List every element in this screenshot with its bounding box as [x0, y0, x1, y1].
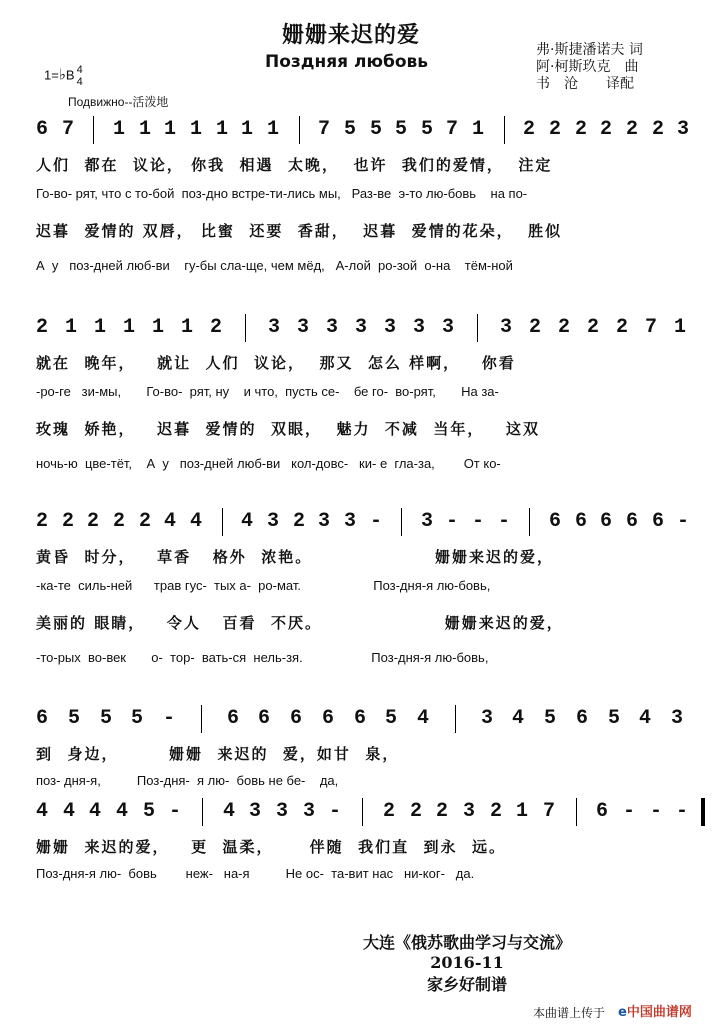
logo-text: 中国曲谱网 [626, 1005, 692, 1020]
lyric-line-russian: А у поз-дней люб-ви гу-бы сла-ще, чем мёд, А-лой ро-зой о-на тём-ной [36, 258, 513, 273]
note: 5 [395, 118, 408, 141]
note: 6 [575, 510, 588, 533]
bar-line [477, 314, 478, 342]
bar-line [576, 798, 577, 826]
time-bottom: 4 [76, 76, 83, 88]
credit-composer: 阿·柯斯玖克 曲 [536, 59, 639, 75]
dash-mark: - [472, 510, 485, 533]
note: 2 [36, 510, 49, 533]
notation-line [36, 118, 703, 146]
note: 6 [290, 707, 303, 730]
flat-icon: ♭ [58, 66, 66, 84]
note: 1 [123, 316, 136, 339]
note: 5 [544, 707, 557, 730]
bar-line [362, 798, 363, 826]
lyric-line-chinese: 就在 晚年， 就让 人们 议论， 那又 怎么 样啊， 你看 [36, 354, 516, 372]
final-bar-line [701, 798, 705, 826]
note: 3 [421, 510, 434, 533]
note: 3 [297, 316, 310, 339]
lyric-line-chinese: 迟暮 爱情的 双唇， 比蜜 还要 香甜， 迟暮 爱情的花朵， 胜似 [36, 222, 563, 240]
note: 2 [293, 510, 306, 533]
note: 6 [596, 800, 609, 823]
time-top: 4 [76, 64, 83, 76]
note: 3 [276, 800, 289, 823]
note: 3 [318, 510, 331, 533]
note: 1 [472, 118, 485, 141]
notation-line [36, 707, 703, 735]
note: 1 [267, 118, 280, 141]
note: 2 [587, 316, 600, 339]
lyric-line-chinese: 到 身边， 姗姗 来迟的 爱，如甘 泉， [36, 745, 400, 763]
bar-line [202, 798, 203, 826]
dash-mark: - [329, 800, 342, 823]
note: 3 [384, 316, 397, 339]
bar-line [529, 508, 530, 536]
dash-mark: - [163, 707, 176, 730]
note: 4 [190, 510, 203, 533]
lyric-line-russian: Поз-дня-я лю- бовь неж- на-я Не ос- та-вит нас ни-ког- да. [36, 866, 475, 881]
dash-mark: - [446, 510, 459, 533]
bar-line [299, 116, 300, 144]
note: 5 [385, 707, 398, 730]
bar-line [201, 705, 202, 733]
lyric-line-chinese: 玫瑰 娇艳， 迟暮 爱情的 双眼， 魅力 不减 当年， 这双 [36, 420, 541, 438]
note: 3 [442, 316, 455, 339]
title-chinese: 姗姗来迟的爱 [282, 22, 421, 48]
note: 3 [249, 800, 262, 823]
footer-line2: 2016-11 [430, 953, 504, 972]
note: 1 [241, 118, 254, 141]
bar-line [93, 116, 94, 144]
note: 2 [36, 316, 49, 339]
lyric-line-chinese: 人们 都在 议论， 你我 相遇 太晚， 也许 我们的爱情， 注定 [36, 156, 553, 174]
lyric-line-russian: ночь-ю цве-тёт, А у поз-дней люб-ви кол-довс- ки- е гла-за, От ко- [36, 456, 501, 471]
note: 1 [190, 118, 203, 141]
note: 7 [62, 118, 75, 141]
note: 1 [516, 800, 529, 823]
note: 4 [164, 510, 177, 533]
note: 2 [490, 800, 503, 823]
lyric-line-russian: поз- дня-я, Поз-дня- я лю- бовь не бе- да, [36, 773, 339, 788]
note: 6 [626, 510, 639, 533]
note: 3 [303, 800, 316, 823]
credit-lyricist: 弗·斯捷潘诺夫 词 [536, 42, 643, 58]
note: 2 [652, 118, 665, 141]
dash-mark: - [650, 800, 663, 823]
note: 2 [383, 800, 396, 823]
note: 1 [164, 118, 177, 141]
key-signature [44, 64, 83, 88]
note: 5 [143, 800, 156, 823]
note: 2 [523, 118, 536, 141]
note: 6 [258, 707, 271, 730]
note: 6 [576, 707, 589, 730]
note: 4 [89, 800, 102, 823]
dash-mark: - [677, 510, 690, 533]
credits [536, 42, 643, 93]
note: 2 [549, 118, 562, 141]
lyric-line-russian: -ка-те силь-ней трав гус- тых а- ро-мат. Поз-дня-я лю-бовь, [36, 578, 491, 593]
upload-note: 本曲谱上传于 [533, 1006, 606, 1020]
note: 2 [436, 800, 449, 823]
dash-mark: - [169, 800, 182, 823]
note: 4 [36, 800, 49, 823]
notation-line [36, 316, 703, 344]
note: 5 [100, 707, 113, 730]
lyric-line-chinese: 黄昏 时分， 草香 格外 浓艳。 姗姗来迟的爱， [36, 548, 555, 566]
note: 1 [152, 316, 165, 339]
key-prefix: 1= [44, 67, 59, 83]
note: 4 [223, 800, 236, 823]
note: 4 [417, 707, 430, 730]
tempo-marking: Подвижно--活泼地 [68, 95, 169, 109]
notation-line [36, 510, 703, 538]
note: 2 [600, 118, 613, 141]
note: 3 [500, 316, 513, 339]
note: 3 [481, 707, 494, 730]
note: 2 [529, 316, 542, 339]
note: 3 [355, 316, 368, 339]
note: 4 [241, 510, 254, 533]
note: 7 [446, 118, 459, 141]
note: 5 [370, 118, 383, 141]
note: 2 [616, 316, 629, 339]
note: 1 [674, 316, 687, 339]
note: 6 [600, 510, 613, 533]
note: 5 [421, 118, 434, 141]
note: 6 [549, 510, 562, 533]
note: 6 [36, 707, 49, 730]
lyric-line-russian: Го-во- рят, что с то-бой поз-дно встре-ти-лись мы, Раз-ве э-то лю-бовь на по- [36, 186, 528, 201]
lyric-line-russian: -ро-ге зи-мы, Го-во- рят, ну и что, пусть се- бе го- во-рят, На за- [36, 384, 499, 399]
note: 3 [344, 510, 357, 533]
note: 7 [318, 118, 331, 141]
lyric-line-chinese: 美丽的 眼睛， 令人 百看 不厌。 姗姗来迟的爱， [36, 614, 564, 632]
key-letter: B [65, 67, 75, 83]
bar-line [455, 705, 456, 733]
lyric-line-russian: -то-рых во-век о- тор- вать-ся нель-зя. Поз-дня-я лю-бовь, [36, 650, 489, 665]
note: 4 [116, 800, 129, 823]
note: 2 [113, 510, 126, 533]
note: 3 [413, 316, 426, 339]
bar-line [245, 314, 246, 342]
note: 5 [68, 707, 81, 730]
dash-mark: - [370, 510, 383, 533]
note: 4 [639, 707, 652, 730]
note: 6 [227, 707, 240, 730]
lyric-line-chinese: 姗姗 来迟的爱， 更 温柔， 伴随 我们直 到永 远。 [36, 838, 507, 856]
dash-mark: - [676, 800, 689, 823]
footer-line3: 家乡好制谱 [427, 975, 508, 994]
note: 3 [677, 118, 690, 141]
note: 6 [36, 118, 49, 141]
footer-credit [363, 930, 571, 995]
bar-line [222, 508, 223, 536]
note: 2 [410, 800, 423, 823]
note: 1 [139, 118, 152, 141]
bar-line [401, 508, 402, 536]
time-signature [77, 64, 83, 88]
note: 7 [543, 800, 556, 823]
note: 3 [671, 707, 684, 730]
site-logo[interactable] [618, 1001, 692, 1020]
note: 6 [354, 707, 367, 730]
note: 3 [268, 316, 281, 339]
note: 6 [652, 510, 665, 533]
note: 7 [645, 316, 658, 339]
note: 1 [94, 316, 107, 339]
e-logo-icon: e [618, 1005, 627, 1020]
note: 5 [131, 707, 144, 730]
note: 2 [87, 510, 100, 533]
note: 3 [267, 510, 280, 533]
note: 2 [558, 316, 571, 339]
note: 5 [608, 707, 621, 730]
title-russian: Поздняя любовь [265, 52, 429, 72]
dash-mark: - [498, 510, 511, 533]
note: 2 [139, 510, 152, 533]
credit-translator: 书 沧 译配 [536, 76, 634, 92]
notation-line [36, 800, 703, 828]
note: 4 [512, 707, 525, 730]
note: 4 [63, 800, 76, 823]
note: 2 [210, 316, 223, 339]
note: 1 [216, 118, 229, 141]
note: 5 [344, 118, 357, 141]
note: 6 [322, 707, 335, 730]
note: 1 [113, 118, 126, 141]
dash-mark: - [623, 800, 636, 823]
footer-line1: 大连《俄苏歌曲学习与交流》 [363, 933, 572, 952]
bar-line [504, 116, 505, 144]
note: 2 [62, 510, 75, 533]
note: 1 [65, 316, 78, 339]
note: 3 [326, 316, 339, 339]
note: 1 [181, 316, 194, 339]
note: 2 [626, 118, 639, 141]
note: 3 [463, 800, 476, 823]
note: 2 [575, 118, 588, 141]
